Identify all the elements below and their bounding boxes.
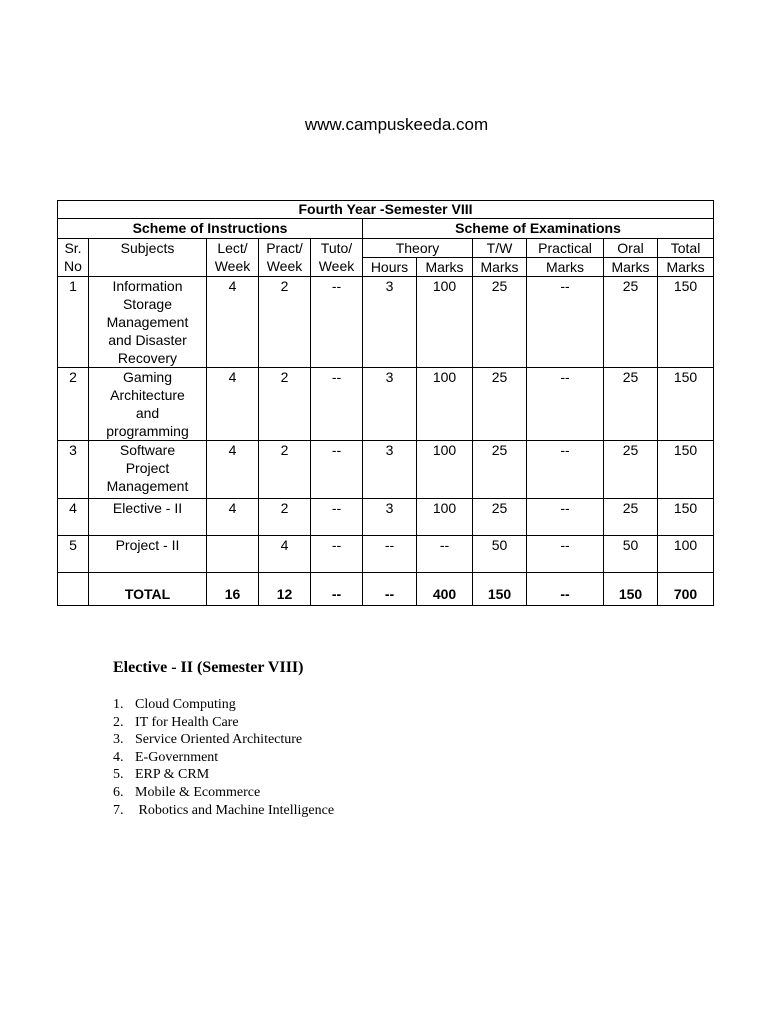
oral-cell: 25 bbox=[604, 499, 658, 536]
scheme-examinations-header: Scheme of Examinations bbox=[363, 219, 714, 239]
col-tuto-header: Tuto/ Week bbox=[311, 239, 363, 277]
list-item: 5. ERP & CRM bbox=[113, 767, 210, 783]
pract-cell: 2 bbox=[259, 441, 311, 499]
tuto-cell: -- bbox=[311, 441, 363, 499]
marks-cell: 100 bbox=[417, 368, 473, 441]
oral-cell: 25 bbox=[604, 368, 658, 441]
tuto-cell: -- bbox=[311, 536, 363, 573]
total-cell: 100 bbox=[658, 536, 714, 573]
site-url: www.campuskeeda.com bbox=[304, 115, 489, 134]
subject-cell: Information Storage Management and Disaster Recovery bbox=[89, 277, 207, 368]
scheme-table bbox=[57, 200, 714, 606]
col-oral-header: Oral bbox=[604, 239, 658, 258]
tw-cell: 50 bbox=[473, 536, 527, 573]
total-label: TOTAL bbox=[89, 573, 207, 606]
list-item: 6. Mobile & Ecommerce bbox=[113, 784, 261, 800]
total-practical: -- bbox=[527, 573, 604, 606]
elective-heading: Elective - II (Semester VIII) bbox=[113, 659, 304, 676]
col-practical-marks-header: Marks bbox=[527, 258, 604, 277]
table-row bbox=[58, 277, 714, 368]
col-subjects-header: Subjects bbox=[89, 239, 207, 277]
lect-cell: 4 bbox=[207, 441, 259, 499]
table-row bbox=[58, 441, 714, 499]
table-row bbox=[58, 536, 714, 573]
marks-cell: 100 bbox=[417, 441, 473, 499]
practical-cell: -- bbox=[527, 277, 604, 368]
table-row bbox=[58, 499, 714, 536]
oral-cell: 50 bbox=[604, 536, 658, 573]
col-total-header: Total bbox=[658, 239, 714, 258]
sr-cell: 3 bbox=[58, 441, 89, 499]
pract-cell: 2 bbox=[259, 368, 311, 441]
total-tw: 150 bbox=[473, 573, 527, 606]
subject-cell: Elective - II bbox=[89, 499, 207, 536]
list-item: 4. E-Government bbox=[113, 749, 219, 765]
lect-cell: 4 bbox=[207, 368, 259, 441]
total-cell: 150 bbox=[658, 277, 714, 368]
practical-cell: -- bbox=[527, 499, 604, 536]
total-pract: 12 bbox=[259, 573, 311, 606]
sr-cell: 1 bbox=[58, 277, 89, 368]
total-total: 700 bbox=[658, 573, 714, 606]
sr-cell: 2 bbox=[58, 368, 89, 441]
list-item: 3. Service Oriented Architecture bbox=[113, 732, 303, 748]
col-total-marks-header: Marks bbox=[658, 258, 714, 277]
col-theory-marks-header: Marks bbox=[417, 258, 473, 277]
total-lect: 16 bbox=[207, 573, 259, 606]
pract-cell: 2 bbox=[259, 277, 311, 368]
pract-cell: 2 bbox=[259, 499, 311, 536]
col-practical-header: Practical bbox=[527, 239, 604, 258]
table-title: Fourth Year -Semester VIII bbox=[58, 201, 714, 219]
practical-cell: -- bbox=[527, 368, 604, 441]
hours-cell: -- bbox=[363, 536, 417, 573]
elective-list bbox=[113, 696, 334, 819]
hours-cell: 3 bbox=[363, 441, 417, 499]
hours-cell: 3 bbox=[363, 368, 417, 441]
sr-cell: 5 bbox=[58, 536, 89, 573]
marks-cell: -- bbox=[417, 536, 473, 573]
total-hours: -- bbox=[363, 573, 417, 606]
practical-cell: -- bbox=[527, 441, 604, 499]
total-marks: 400 bbox=[417, 573, 473, 606]
scheme-instructions-header: Scheme of Instructions bbox=[58, 219, 363, 239]
col-theory-header: Theory bbox=[363, 239, 473, 258]
list-item: 7. Robotics and Machine Intelligence bbox=[113, 802, 335, 818]
col-oral-marks-header: Marks bbox=[604, 258, 658, 277]
col-tw-marks-header: Marks bbox=[473, 258, 527, 277]
subject-cell: Gaming Architecture and programming bbox=[89, 368, 207, 441]
col-sr-header: Sr. No bbox=[58, 239, 89, 277]
lect-cell bbox=[207, 536, 259, 573]
total-row bbox=[58, 573, 714, 606]
hours-cell: 3 bbox=[363, 499, 417, 536]
tw-cell: 25 bbox=[473, 277, 527, 368]
tuto-cell: -- bbox=[311, 368, 363, 441]
total-cell: 150 bbox=[658, 441, 714, 499]
col-tw-header: T/W bbox=[473, 239, 527, 258]
total-oral: 150 bbox=[604, 573, 658, 606]
total-sr-cell bbox=[58, 573, 89, 606]
oral-cell: 25 bbox=[604, 441, 658, 499]
hours-cell: 3 bbox=[363, 277, 417, 368]
oral-cell: 25 bbox=[604, 277, 658, 368]
list-item: 2. IT for Health Care bbox=[113, 714, 239, 730]
total-cell: 150 bbox=[658, 499, 714, 536]
tw-cell: 25 bbox=[473, 499, 527, 536]
marks-cell: 100 bbox=[417, 499, 473, 536]
lect-cell: 4 bbox=[207, 499, 259, 536]
subject-cell: Project - II bbox=[89, 536, 207, 573]
tuto-cell: -- bbox=[311, 277, 363, 368]
col-pract-header: Pract/ Week bbox=[259, 239, 311, 277]
table-row bbox=[58, 368, 714, 441]
pract-cell: 4 bbox=[259, 536, 311, 573]
sr-cell: 4 bbox=[58, 499, 89, 536]
total-cell: 150 bbox=[658, 368, 714, 441]
list-item: 1. Cloud Computing bbox=[113, 697, 236, 712]
tw-cell: 25 bbox=[473, 368, 527, 441]
lect-cell: 4 bbox=[207, 277, 259, 368]
marks-cell: 100 bbox=[417, 277, 473, 368]
tuto-cell: -- bbox=[311, 499, 363, 536]
subject-cell: Software Project Management bbox=[89, 441, 207, 499]
col-hours-header: Hours bbox=[363, 258, 417, 277]
col-lect-header: Lect/ Week bbox=[207, 239, 259, 277]
practical-cell: -- bbox=[527, 536, 604, 573]
total-tuto: -- bbox=[311, 573, 363, 606]
tw-cell: 25 bbox=[473, 441, 527, 499]
